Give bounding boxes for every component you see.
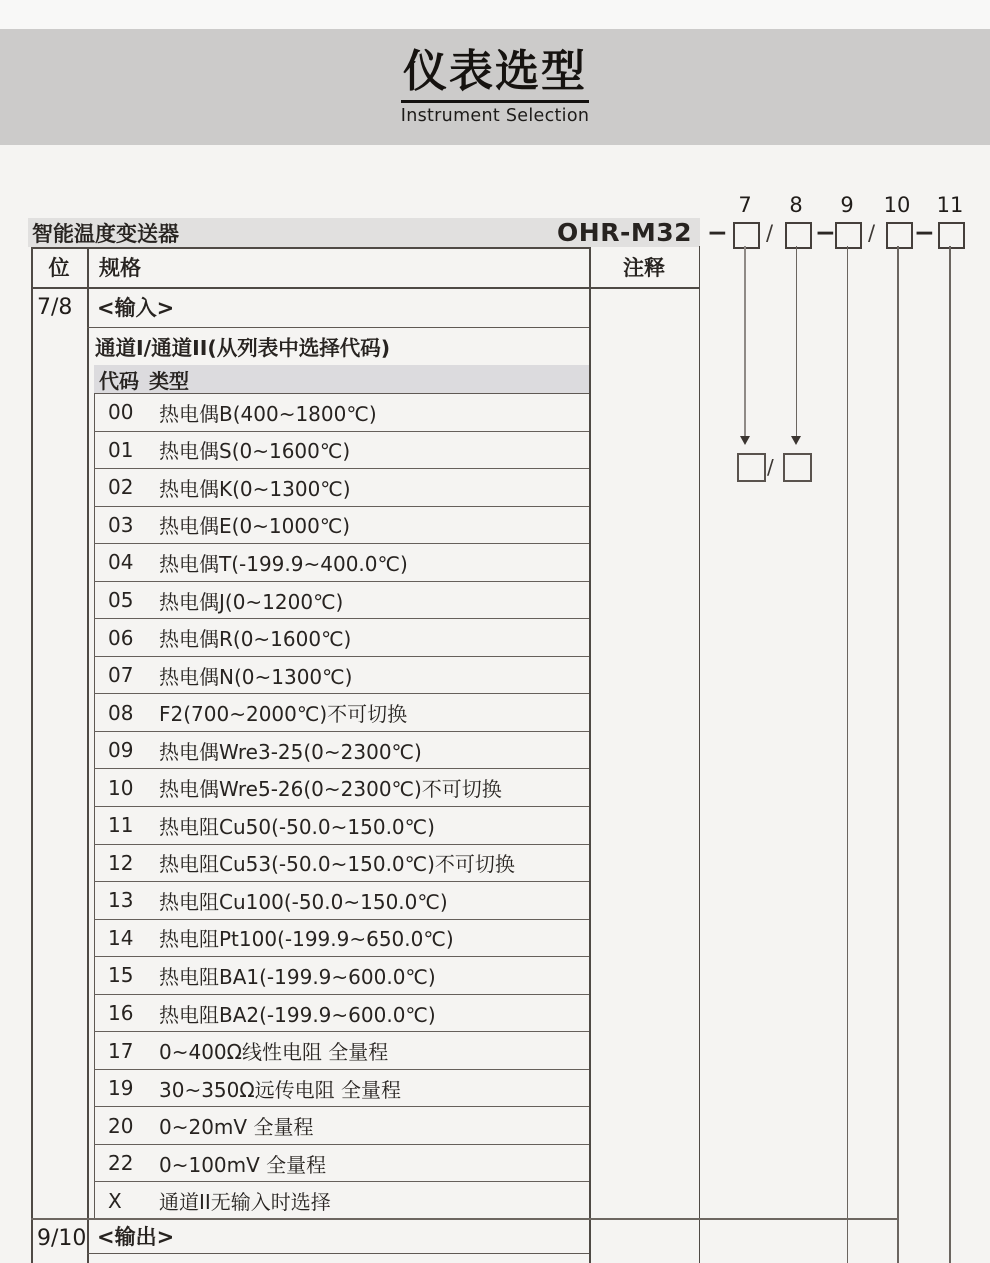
code-digit-10: 10 (883, 193, 911, 217)
code-value: 00 (108, 400, 134, 425)
codes-header-type: 类型 (149, 368, 189, 393)
channel1-code-box (737, 453, 766, 482)
code-row (94, 1145, 589, 1183)
code-dash-3: − (914, 218, 935, 247)
code-row (94, 807, 589, 845)
code-type: 通道II无输入时选择 (159, 1190, 331, 1215)
code-type: 热电偶Wre5-26(0~2300℃)不可切换 (159, 777, 502, 802)
code-row (94, 694, 589, 732)
code-row (94, 769, 589, 807)
code-type: 热电阻Pt100(-199.9~650.0℃) (159, 927, 454, 952)
channel-slash: / (767, 455, 774, 479)
product-model: OHR-M32 (557, 218, 692, 247)
code-value: 19 (108, 1076, 134, 1101)
guide-line-8 (796, 246, 798, 436)
code-type: 热电阻BA2(-199.9~600.0℃) (159, 1002, 436, 1027)
code-row (94, 1107, 589, 1145)
code-box-9 (835, 222, 862, 249)
code-type: 热电阻Cu50(-50.0~150.0℃) (159, 814, 435, 839)
output-section-title: <输出> (97, 1225, 175, 1249)
code-row (94, 469, 589, 507)
code-row (94, 507, 589, 545)
code-value: 22 (108, 1151, 134, 1176)
code-type: 0~100mV 全量程 (159, 1152, 327, 1177)
code-type: 热电偶B(400~1800℃) (159, 401, 377, 426)
guide-line-11 (949, 246, 951, 1263)
guide-line-7 (744, 246, 746, 436)
code-value: 20 (108, 1113, 134, 1138)
code-box-8 (785, 222, 812, 249)
code-type: 热电偶T(-199.9~400.0℃) (159, 551, 408, 576)
table-border-left (31, 247, 33, 1263)
code-type: 热电偶Wre3-25(0~2300℃) (159, 739, 422, 764)
code-type: 热电阻Cu100(-50.0~150.0℃) (159, 889, 448, 914)
code-value: 14 (108, 925, 134, 950)
code-type: 热电偶E(0~1000℃) (159, 514, 351, 539)
page-title: 仪表选型 (401, 48, 589, 102)
table-divider-note (589, 247, 591, 1263)
column-header-spec: 规格 (99, 256, 141, 280)
input-section-subtitle: 通道I/通道II(从列表中选择代码) (95, 336, 391, 360)
code-type: 0~400Ω线性电阻 全量程 (159, 1040, 389, 1065)
arrow-down-icon (740, 436, 750, 445)
code-box-11 (938, 222, 965, 249)
code-type: 热电偶R(0~1600℃) (159, 627, 352, 652)
code-row (94, 732, 589, 770)
table-divider-position (87, 247, 89, 1263)
codes-header-row (94, 365, 589, 394)
code-value: 08 (108, 700, 134, 725)
code-value: 06 (108, 625, 134, 650)
product-title-strip (28, 218, 700, 247)
code-dash-1: − (707, 218, 728, 247)
column-header-position: 位 (48, 256, 70, 280)
code-row (94, 957, 589, 995)
code-digit-9: 9 (840, 193, 854, 217)
code-box-7 (733, 222, 760, 249)
code-type: 热电偶N(0~1300℃) (159, 664, 353, 689)
code-row (94, 882, 589, 920)
code-row (94, 1032, 589, 1070)
output-row-border (87, 1253, 589, 1254)
code-value: X (108, 1188, 122, 1213)
code-value: 12 (108, 850, 134, 875)
guide-line-10 (897, 246, 899, 1263)
code-row (94, 1182, 589, 1219)
code-box-10 (886, 222, 913, 249)
code-row (94, 394, 589, 432)
code-value: 11 (108, 813, 134, 838)
code-digit-7: 7 (738, 193, 752, 217)
code-type: 热电阻Cu53(-50.0~150.0℃)不可切换 (159, 852, 515, 877)
codes-list (94, 394, 589, 1219)
code-row (94, 845, 589, 883)
code-slash-2: / (868, 221, 876, 245)
code-value: 04 (108, 550, 134, 575)
code-value: 02 (108, 475, 134, 500)
code-value: 05 (108, 588, 134, 612)
code-row (94, 920, 589, 958)
code-row (94, 995, 589, 1033)
channel2-code-box (783, 453, 812, 482)
code-value: 16 (108, 1001, 134, 1026)
code-slash-1: / (766, 221, 774, 245)
codes-header-code: 代码 (99, 368, 139, 393)
code-type: 热电偶S(0~1600℃) (159, 439, 351, 464)
guide-line-9 (847, 246, 849, 1263)
code-digit-11: 11 (936, 193, 964, 217)
code-type: 30~350Ω远传电阻 全量程 (159, 1077, 402, 1102)
code-value: 03 (108, 512, 134, 537)
code-row (94, 657, 589, 695)
code-value: 17 (108, 1038, 134, 1063)
code-type: F2(700~2000℃)不可切换 (159, 702, 408, 727)
input-section-title: <输入> (97, 296, 175, 320)
column-header-note: 注释 (623, 256, 665, 280)
position-label-9-10: 9/10 (37, 1226, 87, 1251)
code-row (94, 619, 589, 657)
code-value: 09 (108, 738, 134, 763)
code-row (94, 1070, 589, 1108)
code-type: 热电阻BA1(-199.9~600.0℃) (159, 964, 436, 989)
code-type: 热电偶J(0~1200℃) (159, 589, 344, 614)
code-row (94, 582, 589, 620)
code-type: 0~20mV 全量程 (159, 1115, 314, 1140)
code-value: 07 (108, 663, 134, 688)
code-value: 10 (108, 775, 134, 800)
product-name: 智能温度变送器 (32, 221, 179, 246)
code-value: 01 (108, 437, 134, 462)
code-row (94, 432, 589, 470)
code-value: 13 (108, 888, 134, 913)
code-row (94, 544, 589, 582)
arrow-down-icon (791, 436, 801, 445)
code-digit-8: 8 (789, 193, 803, 217)
table-border-right (699, 246, 701, 1263)
page-top-margin (0, 0, 990, 29)
code-value: 15 (108, 963, 134, 988)
page-header-band (0, 29, 990, 145)
page-subtitle: Instrument Selection (400, 105, 590, 126)
position-label-7-8: 7/8 (37, 295, 73, 320)
code-dash-2: − (815, 218, 836, 247)
code-type: 热电偶K(0~1300℃) (159, 476, 351, 501)
